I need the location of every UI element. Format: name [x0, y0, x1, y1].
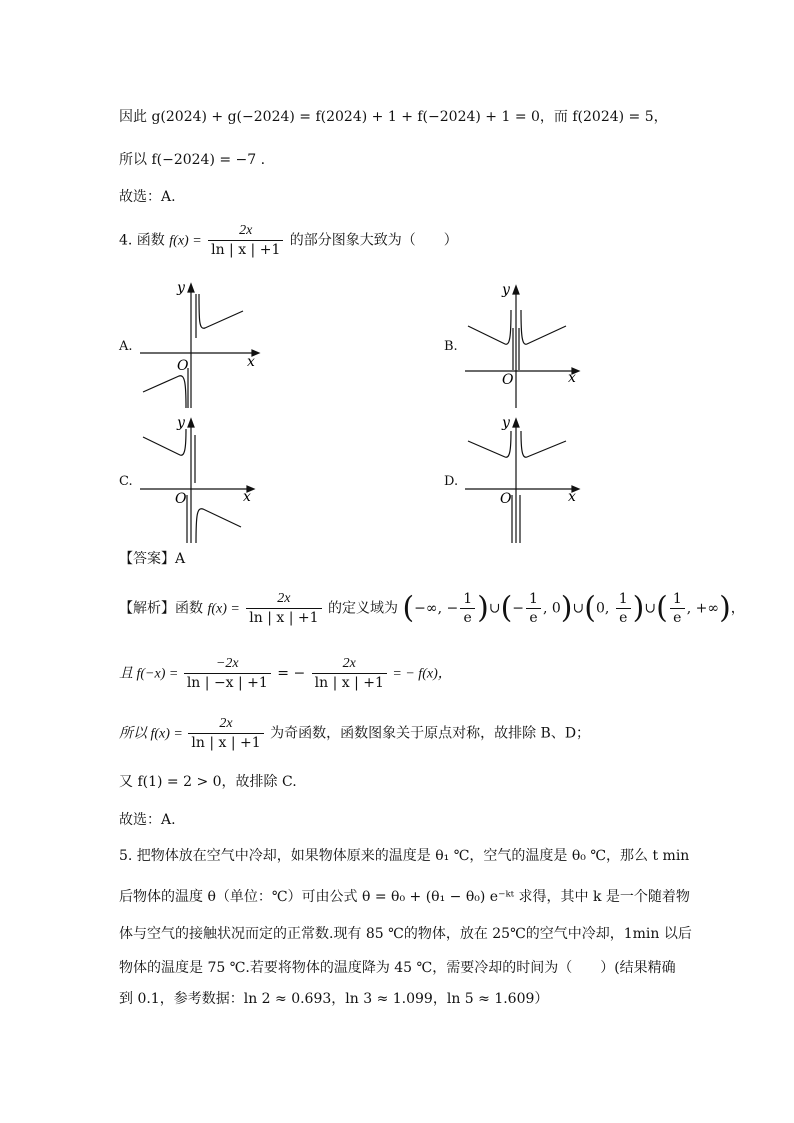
analysis-numerator: 2x — [246, 590, 321, 609]
so-suffix: 为奇函数，函数图象关于原点对称，故排除 B、D； — [265, 725, 591, 742]
interval-1-start: −∞, − — [414, 600, 459, 617]
odd-function-line — [119, 655, 452, 692]
q4-prefix: 4. 函数 — [119, 232, 170, 249]
interval-1-den: e — [463, 610, 472, 626]
interval-1-fraction — [460, 590, 475, 627]
odd-end: = − f(x)， — [388, 666, 452, 682]
q5-line-2: 后物体的温度 θ（单位：℃）可由公式 θ = θ₀ + (θ₁ − θ₀) e⁻ᵏᵗ 求得，其中 k 是一个随着物 — [119, 889, 690, 905]
odd-denominator-2: ln | x | +1 — [314, 675, 384, 691]
interval-4-num: 1 — [670, 590, 685, 609]
option-d-label: D. — [444, 474, 459, 489]
paren-close-1: ) — [477, 590, 489, 626]
interval-2-fraction — [526, 590, 541, 627]
union-3: ∪ — [644, 600, 657, 617]
choose-a-line: 故选：A. — [119, 812, 176, 828]
interval-2-start: − — [512, 600, 525, 617]
so-numerator: 2x — [188, 715, 263, 734]
graph-c-origin: O — [175, 491, 187, 507]
analysis-fx: f(x) = — [207, 601, 240, 617]
so-denominator: ln | x | +1 — [191, 735, 261, 751]
paren-close-3: ) — [632, 590, 645, 626]
q4-fraction — [208, 222, 283, 259]
odd-numerator-1: −2x — [184, 655, 271, 674]
graph-b-x-label: x — [568, 370, 576, 386]
odd-mid: = − — [272, 665, 310, 682]
q4-denominator: ln | x | +1 — [211, 242, 281, 258]
paren-open-3: ( — [584, 590, 596, 626]
graph-option-a — [135, 280, 265, 410]
so-fraction — [188, 715, 263, 752]
q4-fx: f(x) = — [169, 233, 202, 249]
odd-fraction-2 — [312, 655, 387, 692]
option-a-label: A. — [119, 339, 133, 354]
q4-suffix: 的部分图象大致为（ ） — [285, 232, 458, 249]
graph-c-y-label: y — [177, 415, 185, 431]
paren-close-2: ) — [560, 590, 573, 626]
odd-denominator-1: ln | −x | +1 — [186, 675, 268, 691]
graph-a-y-label: y — [177, 280, 185, 296]
paren-open-4: ( — [656, 590, 668, 626]
analysis-domain-line — [119, 590, 745, 627]
analysis-prefix: 【解析】函数 — [119, 600, 208, 617]
interval-2-end: , 0 — [542, 600, 561, 617]
odd-conclusion-line — [119, 715, 590, 752]
graph-option-c — [135, 415, 265, 545]
graph-a-origin: O — [177, 358, 189, 374]
graph-d-origin: O — [500, 491, 512, 507]
graph-b-origin: O — [502, 372, 514, 388]
exclude-c-line: 又 f(1) = 2 > 0，故排除 C. — [119, 774, 297, 790]
domain-comma: ， — [730, 600, 745, 617]
graph-d-x-label: x — [568, 489, 576, 505]
interval-2-den: e — [529, 610, 538, 626]
analysis-denominator: ln | x | +1 — [249, 610, 319, 626]
graph-option-b — [460, 280, 590, 410]
odd-prefix: 且 f(−x) = — [119, 666, 182, 682]
odd-numerator-2: 2x — [312, 655, 387, 674]
paren-close-4: ) — [719, 590, 731, 626]
graph-d-y-label: y — [502, 415, 510, 431]
union-2: ∪ — [572, 600, 585, 617]
interval-4-end: , +∞ — [686, 600, 720, 617]
interval-2-num: 1 — [526, 590, 541, 609]
union-1: ∪ — [488, 600, 501, 617]
interval-3-den: e — [619, 610, 628, 626]
text-line-3: 故选：A. — [119, 189, 176, 205]
paren-open-2: ( — [500, 590, 513, 626]
q5-line-1: 5. 把物体放在空气中冷却，如果物体原来的温度是 θ₁ ℃，空气的温度是 θ₀ ℃，那么 t min — [119, 848, 690, 864]
so-prefix: 所以 f(x) = — [119, 726, 187, 742]
option-b-label: B. — [444, 339, 458, 354]
q5-line-5: 到 0.1，参考数据：ln 2 ≈ 0.693，ln 3 ≈ 1.099，ln 5 ≈ 1.609） — [119, 991, 549, 1007]
interval-3-start: 0, — [595, 600, 614, 617]
interval-4-fraction — [670, 590, 685, 627]
analysis-fraction — [246, 590, 321, 627]
answer-line: 【答案】A — [119, 551, 186, 567]
paren-open-1: ( — [402, 590, 415, 626]
interval-1-num: 1 — [460, 590, 475, 609]
graph-option-d — [460, 415, 590, 545]
interval-3-fraction — [616, 590, 631, 627]
question-4 — [119, 222, 458, 259]
graph-c-x-label: x — [243, 489, 251, 505]
q5-line-3: 体与空气的接触状况而定的正常数.现有 85 ℃的物体，放在 25℃的空气中冷却，1min 以后 — [119, 926, 692, 942]
interval-3-num: 1 — [616, 590, 631, 609]
graph-a-x-label: x — [247, 354, 255, 370]
q5-line-4: 物体的温度是 75 ℃.若要将物体的温度降为 45 ℃，需要冷却的时间为（ ）(结果精确 — [119, 960, 676, 976]
text-line-1: 因此 g(2024) + g(−2024) = f(2024) + 1 + f(−2024) + 1 = 0，而 f(2024) = 5， — [119, 109, 668, 125]
text-line-2: 所以 f(−2024) = −7 . — [119, 152, 266, 168]
graph-b-y-label: y — [502, 282, 510, 298]
option-c-label: C. — [119, 474, 133, 489]
odd-fraction-1 — [184, 655, 271, 692]
analysis-domain-text: 的定义域为 — [323, 600, 403, 617]
interval-4-den: e — [673, 610, 682, 626]
q4-numerator: 2x — [208, 222, 283, 241]
